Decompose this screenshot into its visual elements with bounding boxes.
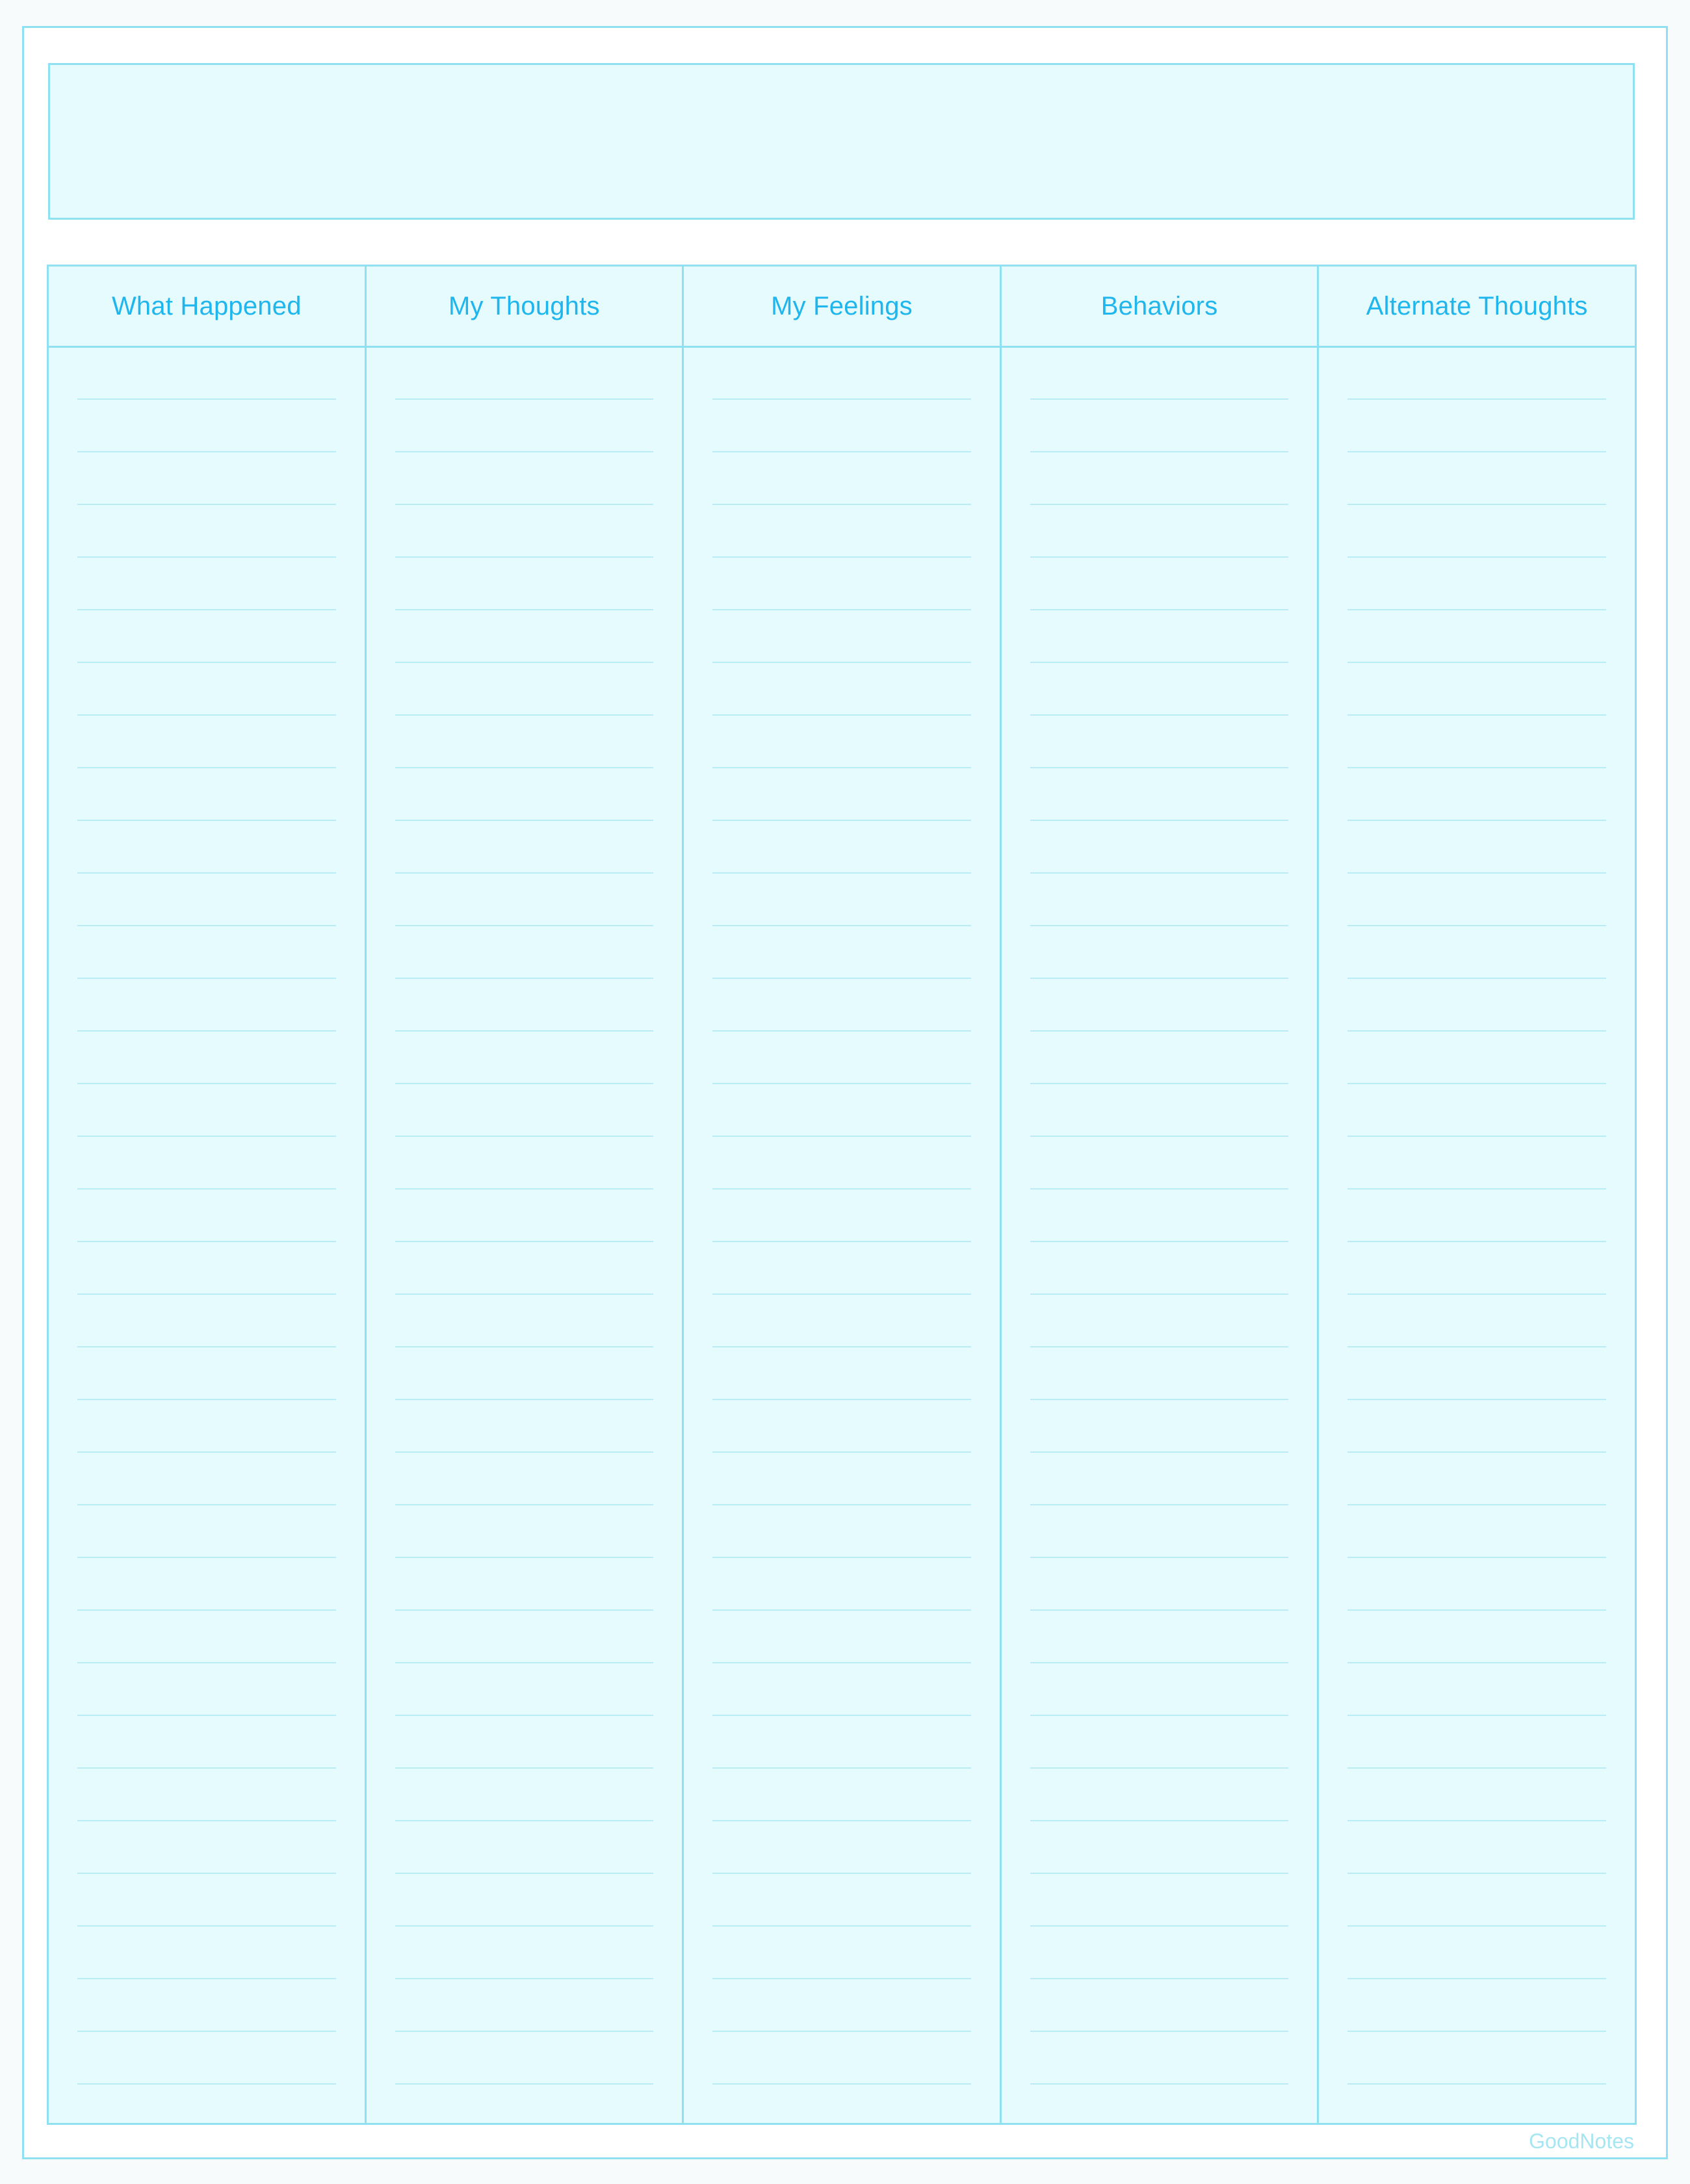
writing-line — [77, 1557, 336, 1558]
writing-line — [712, 1136, 971, 1137]
writing-line — [712, 820, 971, 821]
writing-line — [1347, 1241, 1606, 1242]
writing-line — [395, 1609, 654, 1611]
writing-line — [712, 2083, 971, 2085]
writing-line — [1347, 1609, 1606, 1611]
writing-line — [1347, 1662, 1606, 1663]
writing-line — [1030, 504, 1289, 505]
writing-line — [1030, 1715, 1289, 1716]
writing-line — [77, 1188, 336, 1190]
writing-line — [1030, 2031, 1289, 2032]
column-header: Behaviors — [1002, 266, 1318, 348]
writing-line — [712, 1346, 971, 1347]
writing-line — [395, 451, 654, 452]
column-my-thoughts[interactable] — [367, 266, 684, 2123]
writing-line — [77, 1083, 336, 1084]
writing-line — [712, 925, 971, 926]
writing-line — [395, 1978, 654, 1979]
writing-line — [712, 2031, 971, 2032]
writing-line — [1030, 1030, 1289, 1032]
writing-line — [1030, 1241, 1289, 1242]
writing-line — [395, 714, 654, 716]
writing-line — [395, 1188, 654, 1190]
writing-line — [77, 820, 336, 821]
writing-line — [1030, 872, 1289, 874]
writing-line — [1030, 662, 1289, 663]
writing-line — [77, 398, 336, 400]
writing-line — [1030, 2083, 1289, 2085]
column-what-happened[interactable] — [49, 266, 367, 2123]
writing-line — [1347, 1346, 1606, 1347]
writing-line — [77, 1978, 336, 1979]
writing-line — [77, 925, 336, 926]
writing-line — [77, 609, 336, 610]
writing-line — [1347, 1873, 1606, 1874]
writing-line — [1347, 609, 1606, 610]
writing-line — [395, 820, 654, 821]
writing-line — [395, 1873, 654, 1874]
brand-logo-text: GoodNotes — [1529, 2129, 1634, 2153]
writing-line — [1347, 662, 1606, 663]
writing-line — [395, 1715, 654, 1716]
column-header: Alternate Thoughts — [1319, 266, 1635, 348]
writing-line — [1347, 767, 1606, 768]
column-lines[interactable] — [1319, 348, 1635, 2123]
writing-line — [1030, 1294, 1289, 1295]
writing-line — [1030, 767, 1289, 768]
title-box[interactable] — [48, 63, 1635, 220]
writing-line — [395, 398, 654, 400]
writing-line — [395, 767, 654, 768]
writing-line — [395, 2031, 654, 2032]
writing-line — [395, 1767, 654, 1769]
writing-line — [712, 1030, 971, 1032]
column-header: What Happened — [49, 266, 365, 348]
column-header: My Feelings — [684, 266, 1000, 348]
writing-line — [77, 714, 336, 716]
writing-line — [395, 504, 654, 505]
writing-line — [395, 1241, 654, 1242]
writing-line — [1030, 1136, 1289, 1137]
writing-line — [395, 1294, 654, 1295]
writing-line — [1347, 1136, 1606, 1137]
writing-line — [77, 2031, 336, 2032]
writing-line — [712, 1294, 971, 1295]
writing-line — [77, 1399, 336, 1400]
writing-line — [712, 978, 971, 979]
writing-line — [1347, 1925, 1606, 1927]
writing-line — [1347, 1715, 1606, 1716]
writing-line — [1347, 1820, 1606, 1821]
writing-line — [1030, 1451, 1289, 1453]
writing-line — [77, 1925, 336, 1927]
writing-line — [77, 1346, 336, 1347]
column-lines[interactable] — [49, 348, 365, 2123]
writing-line — [1347, 1188, 1606, 1190]
writing-line — [1030, 556, 1289, 558]
writing-line — [1030, 1873, 1289, 1874]
writing-line — [77, 1609, 336, 1611]
writing-line — [1347, 1451, 1606, 1453]
writing-line — [1030, 1346, 1289, 1347]
writing-line — [395, 925, 654, 926]
writing-line — [395, 609, 654, 610]
writing-line — [1030, 1925, 1289, 1927]
writing-line — [77, 1504, 336, 1505]
writing-line — [77, 1136, 336, 1137]
writing-line — [77, 1767, 336, 1769]
writing-line — [1347, 2083, 1606, 2085]
worksheet-table — [47, 265, 1637, 2125]
writing-line — [1347, 451, 1606, 452]
writing-line — [1030, 925, 1289, 926]
writing-line — [395, 1504, 654, 1505]
writing-line — [712, 662, 971, 663]
writing-line — [1030, 1083, 1289, 1084]
writing-line — [1030, 1767, 1289, 1769]
writing-line — [712, 1241, 971, 1242]
writing-line — [1347, 1504, 1606, 1505]
writing-line — [712, 1978, 971, 1979]
writing-line — [712, 451, 971, 452]
column-header: My Thoughts — [367, 266, 682, 348]
writing-line — [77, 1030, 336, 1032]
writing-line — [712, 1188, 971, 1190]
writing-line — [1030, 609, 1289, 610]
writing-line — [1030, 1504, 1289, 1505]
column-alternate-thoughts[interactable] — [1319, 266, 1635, 2123]
writing-line — [712, 1662, 971, 1663]
writing-line — [712, 398, 971, 400]
writing-line — [395, 662, 654, 663]
writing-line — [77, 978, 336, 979]
writing-line — [77, 2083, 336, 2085]
writing-line — [712, 1399, 971, 1400]
writing-line — [1030, 1609, 1289, 1611]
writing-line — [1347, 2031, 1606, 2032]
writing-line — [712, 1715, 971, 1716]
writing-line — [1030, 978, 1289, 979]
writing-line — [1030, 398, 1289, 400]
writing-line — [77, 1241, 336, 1242]
writing-line — [712, 1873, 971, 1874]
writing-line — [1030, 1399, 1289, 1400]
writing-line — [77, 1451, 336, 1453]
writing-line — [712, 1767, 971, 1769]
column-lines[interactable] — [367, 348, 682, 2123]
writing-line — [77, 1873, 336, 1874]
writing-line — [1030, 451, 1289, 452]
writing-line — [1347, 925, 1606, 926]
writing-line — [712, 1504, 971, 1505]
writing-line — [712, 714, 971, 716]
writing-line — [1030, 714, 1289, 716]
writing-line — [77, 767, 336, 768]
writing-line — [395, 978, 654, 979]
writing-line — [712, 556, 971, 558]
writing-line — [712, 767, 971, 768]
writing-line — [395, 1925, 654, 1927]
writing-line — [395, 556, 654, 558]
writing-line — [1347, 1083, 1606, 1084]
column-lines[interactable] — [1002, 348, 1318, 2123]
writing-line — [1030, 820, 1289, 821]
writing-line — [395, 1083, 654, 1084]
writing-line — [77, 451, 336, 452]
writing-line — [395, 1030, 654, 1032]
writing-line — [395, 1399, 654, 1400]
column-my-feelings[interactable] — [684, 266, 1002, 2123]
writing-line — [1347, 1030, 1606, 1032]
writing-line — [712, 609, 971, 610]
writing-line — [395, 1557, 654, 1558]
writing-line — [1347, 1978, 1606, 1979]
writing-line — [1347, 398, 1606, 400]
writing-line — [1347, 1399, 1606, 1400]
writing-line — [712, 1557, 971, 1558]
writing-line — [77, 872, 336, 874]
writing-line — [712, 1925, 971, 1927]
writing-line — [712, 504, 971, 505]
writing-line — [77, 662, 336, 663]
writing-line — [77, 1820, 336, 1821]
column-lines[interactable] — [684, 348, 1000, 2123]
writing-line — [395, 1346, 654, 1347]
writing-line — [712, 1451, 971, 1453]
writing-line — [1347, 504, 1606, 505]
writing-line — [395, 1820, 654, 1821]
writing-line — [1030, 1188, 1289, 1190]
writing-line — [1347, 978, 1606, 979]
column-behaviors[interactable] — [1002, 266, 1320, 2123]
writing-line — [1347, 820, 1606, 821]
writing-line — [77, 1715, 336, 1716]
writing-line — [1030, 1978, 1289, 1979]
writing-line — [712, 1820, 971, 1821]
writing-line — [395, 1662, 654, 1663]
writing-line — [1030, 1662, 1289, 1663]
writing-line — [712, 1083, 971, 1084]
writing-line — [395, 2083, 654, 2085]
writing-line — [1347, 872, 1606, 874]
writing-line — [712, 872, 971, 874]
writing-line — [77, 1662, 336, 1663]
writing-line — [395, 1451, 654, 1453]
writing-line — [1347, 1767, 1606, 1769]
writing-line — [77, 504, 336, 505]
writing-line — [77, 556, 336, 558]
writing-line — [1347, 1557, 1606, 1558]
writing-line — [1347, 714, 1606, 716]
writing-line — [395, 1136, 654, 1137]
writing-line — [395, 872, 654, 874]
writing-line — [1347, 1294, 1606, 1295]
writing-line — [77, 1294, 336, 1295]
writing-line — [1030, 1557, 1289, 1558]
writing-line — [1347, 556, 1606, 558]
writing-line — [1030, 1820, 1289, 1821]
writing-line — [712, 1609, 971, 1611]
